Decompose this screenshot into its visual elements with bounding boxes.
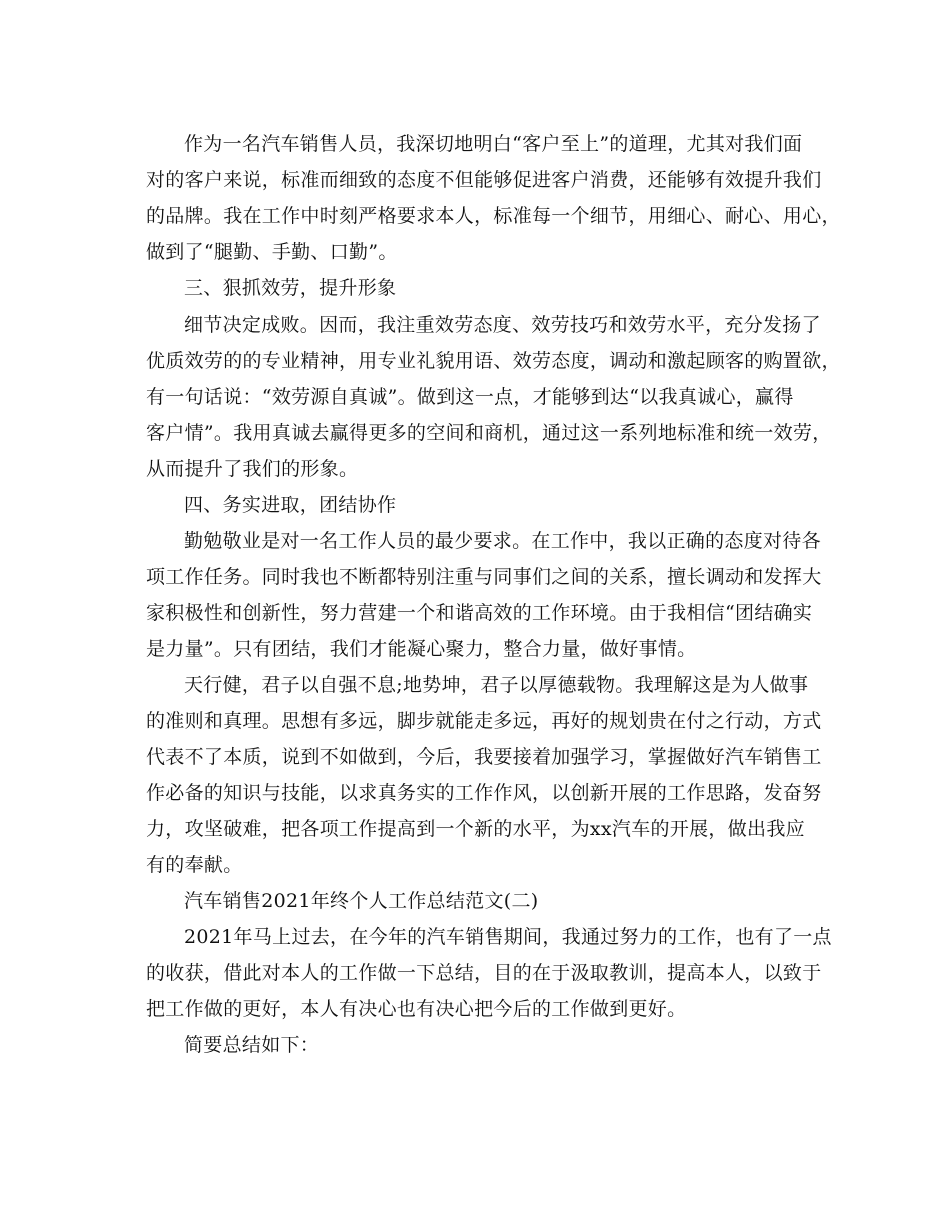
paragraph-line: 的收获，借此对本人的工作做一下总结，目的在于汲取教训，提高本人，以致于 xyxy=(146,962,822,984)
paragraph-line: 是力量”。只有团结，我们才能凝心聚力，整合力量，做好事情。 xyxy=(146,638,697,660)
paragraph-line: 力，攻坚破难，把各项工作提高到一个新的水平，为xx汽车的开展，做出我应 xyxy=(146,818,805,840)
paragraph-line: 细节决定成败。因而，我注重效劳态度、效劳技巧和效劳水平，充分发扬了 xyxy=(184,314,821,336)
paragraph-line: 有一句话说：“效劳源自真诚”。做到这一点，才能够到达“以我真诚心，赢得 xyxy=(146,386,794,408)
paragraph-line: 简要总结如下： xyxy=(184,1034,320,1056)
paragraph-line: 优质效劳的的专业精神，用专业礼貌用语、效劳态度，调动和激起顾客的购置欲， xyxy=(146,350,841,372)
paragraph-line: 对的客户来说，标准而细致的态度不但能够促进客户消费，还能够有效提升我们 xyxy=(146,169,822,191)
paragraph-line: 家积极性和创新性，努力营建一个和谐高效的工作环境。由于我相信“团结确实 xyxy=(146,602,813,624)
paragraph-line: 有的奉献。 xyxy=(146,854,243,876)
paragraph-line: 从而提升了我们的形象。 xyxy=(146,458,359,480)
paragraph-line: 做到了“腿勤、手勤、口勤”。 xyxy=(146,241,398,263)
paragraph-line: 客户情”。我用真诚去赢得更多的空间和商机，通过这一系列地标准和统一效劳， xyxy=(146,422,832,444)
paragraph-line: 的品牌。我在工作中时刻严格要求本人，标准每一个细节，用细心、耐心、用心， xyxy=(146,205,841,227)
paragraph-line: 作为一名汽车销售人员，我深切地明白“客户至上”的道理，尤其对我们面 xyxy=(184,133,803,155)
paragraph-line: 代表不了本质，说到不如做到，今后，我要接着加强学习，掌握做好汽车销售工 xyxy=(146,746,822,768)
paragraph-line: 项工作任务。同时我也不断都特别注重与同事们之间的关系，擅长调动和发挥大 xyxy=(146,566,822,588)
paragraph-line: 把工作做的更好，本人有决心也有决心把今后的工作做到更好。 xyxy=(146,998,687,1020)
section-heading: 三、狠抓效劳，提升形象 xyxy=(184,277,397,299)
section-heading: 四、务实进取，团结协作 xyxy=(184,494,397,516)
paragraph-line: 2021年马上过去，在今年的汽车销售期间，我通过努力的工作，也有了一点 xyxy=(184,926,832,948)
paragraph-line: 勤勉敬业是对一名工作人员的最少要求。在工作中，我以正确的态度对待各 xyxy=(184,530,821,552)
paragraph-line: 天行健，君子以自强不息;地势坤，君子以厚德载物。我理解这是为人做事 xyxy=(184,674,809,696)
section-heading: 汽车销售2021年终个人工作总结范文(二) xyxy=(184,890,539,912)
paragraph-line: 的准则和真理。思想有多远，脚步就能走多远，再好的规划贵在付之行动，方式 xyxy=(146,710,822,732)
paragraph-line: 作必备的知识与技能，以求真务实的工作作风，以创新开展的工作思路，发奋努 xyxy=(146,782,822,804)
